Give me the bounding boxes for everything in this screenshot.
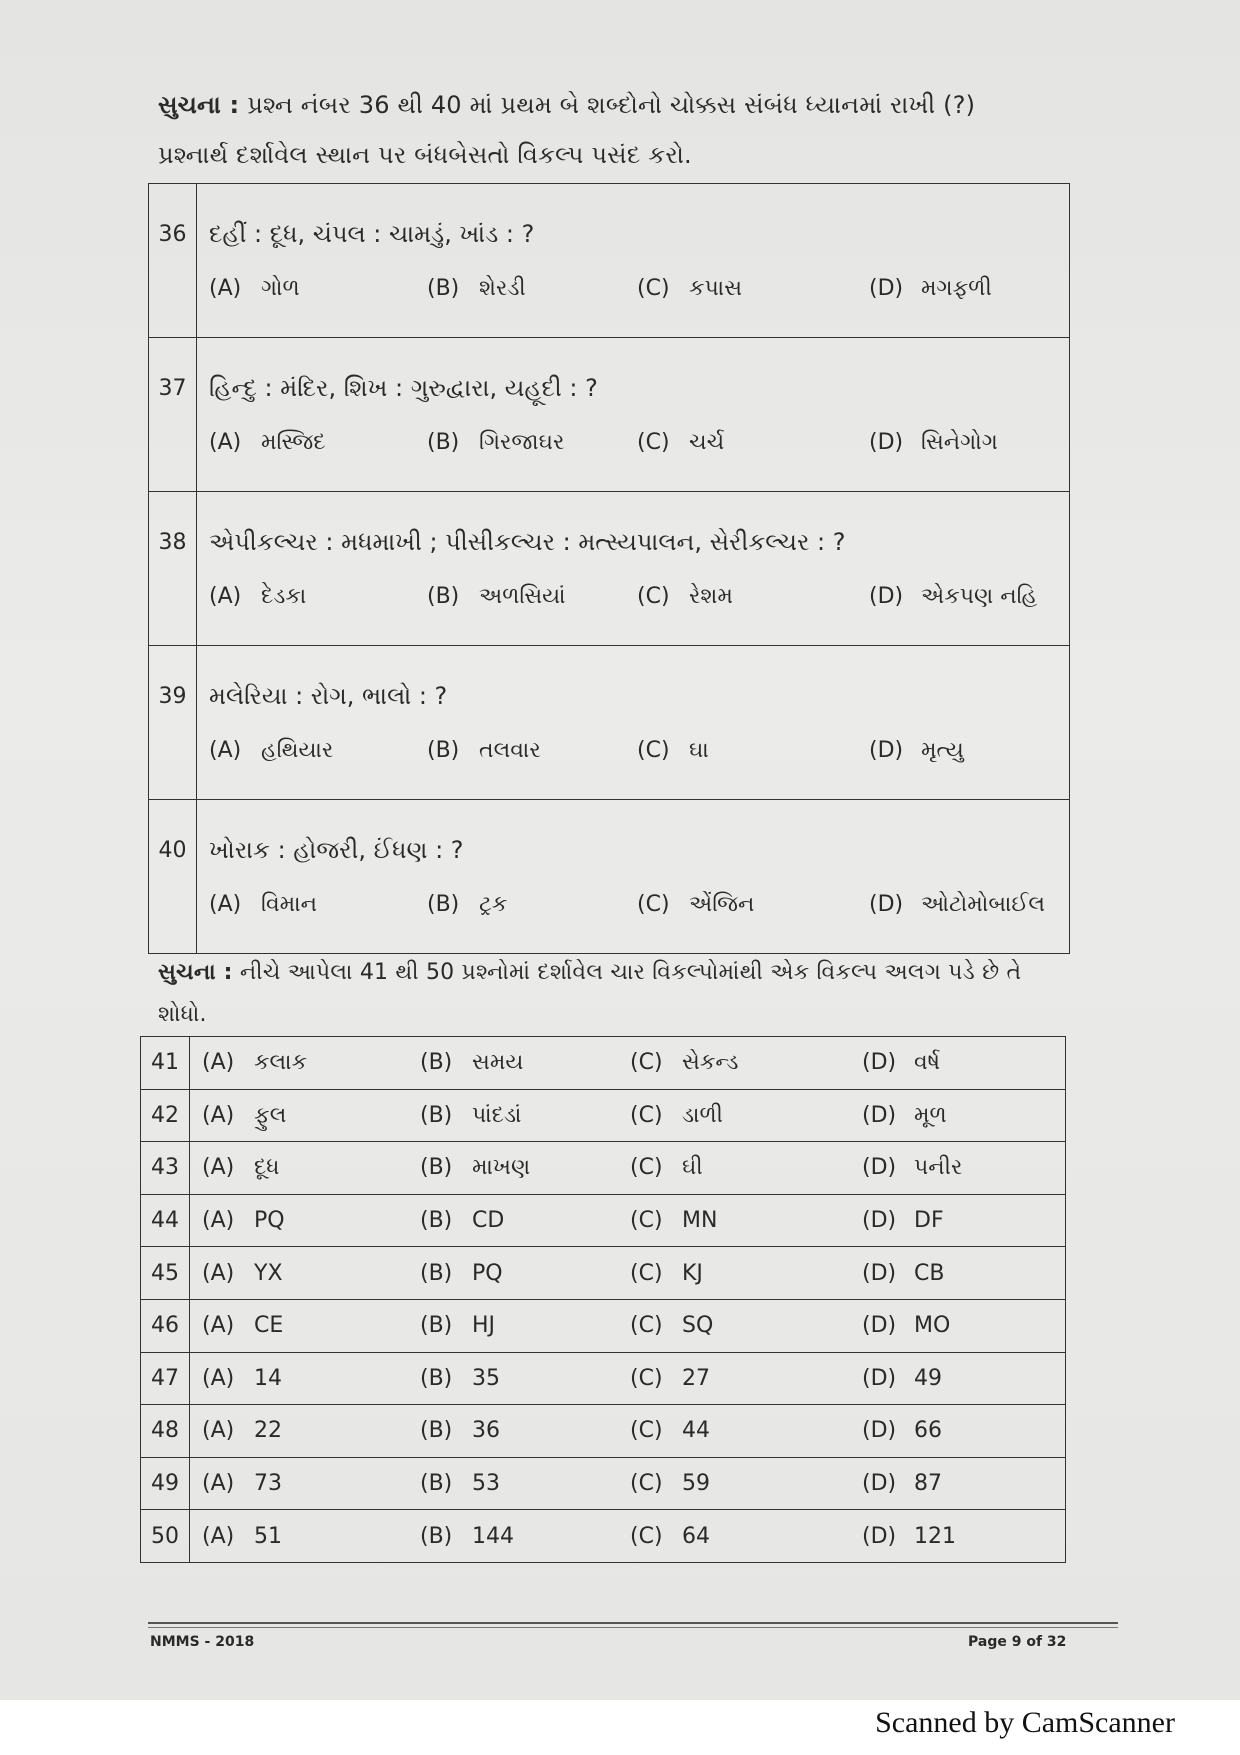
option-text: ચર્ચ bbox=[689, 430, 725, 455]
option-letter: (A) bbox=[202, 1050, 235, 1076]
option-letter: (D) bbox=[862, 1418, 897, 1444]
option-letter: (B) bbox=[420, 1523, 453, 1549]
option-text: મગફળી bbox=[921, 276, 992, 301]
option-letter: (B) bbox=[427, 892, 460, 917]
option-text: કપાસ bbox=[689, 276, 743, 301]
option[interactable] bbox=[420, 1471, 630, 1496]
option-text: દેડકા bbox=[261, 584, 307, 609]
options-row bbox=[209, 892, 1069, 917]
option-letter: (C) bbox=[630, 1155, 663, 1181]
option-text: 121 bbox=[914, 1523, 956, 1549]
footer-divider bbox=[148, 1627, 1118, 1628]
question-row bbox=[141, 1142, 1066, 1195]
option-letter: (D) bbox=[862, 1523, 897, 1549]
question-number: 43 bbox=[141, 1142, 190, 1195]
option-letter: (B) bbox=[420, 1313, 453, 1339]
options-row bbox=[209, 584, 1069, 609]
question-number: 39 bbox=[149, 646, 197, 800]
option[interactable] bbox=[862, 1418, 1062, 1443]
option-text: અળસિયાં bbox=[479, 584, 566, 609]
option[interactable] bbox=[202, 1471, 420, 1496]
option-text: CB bbox=[914, 1260, 945, 1286]
option-letter: (D) bbox=[869, 584, 904, 609]
question-body bbox=[190, 1299, 1066, 1352]
option-text: ઘી bbox=[682, 1155, 703, 1181]
instruction-line: પ્રશ્નાર્થ દર્શાવેલ સ્થાન પર બંધબેસતો વિકલ્પ પસંદ કરો. bbox=[158, 141, 692, 169]
option-letter: (C) bbox=[630, 1260, 663, 1286]
option[interactable] bbox=[420, 1366, 630, 1391]
question-row bbox=[141, 1247, 1066, 1300]
option-text: 144 bbox=[472, 1523, 514, 1549]
option[interactable] bbox=[862, 1050, 1062, 1075]
question-body bbox=[190, 1352, 1066, 1405]
question-row bbox=[149, 646, 1070, 800]
option[interactable] bbox=[862, 1155, 1062, 1180]
option-letter: (A) bbox=[209, 584, 242, 609]
option-letter: (D) bbox=[862, 1471, 897, 1497]
option[interactable] bbox=[630, 1366, 862, 1391]
option-letter: (C) bbox=[630, 1523, 663, 1549]
option-text: PQ bbox=[472, 1260, 503, 1286]
option-letter: (D) bbox=[862, 1155, 897, 1181]
option-letter: (C) bbox=[630, 1313, 663, 1339]
analogy-question-table bbox=[148, 183, 1070, 954]
option-letter: (C) bbox=[637, 430, 670, 455]
question-body bbox=[197, 800, 1070, 954]
question-text: એપીકલ્ચર : મધમાખી ; પીસીકલ્ચર : મત્સ્યપાલન, સેરીકલ્ચર : ? bbox=[209, 528, 846, 556]
question-number: 37 bbox=[149, 338, 197, 492]
question-body bbox=[190, 1037, 1066, 1090]
question-number: 50 bbox=[141, 1510, 190, 1563]
option-text: ફુલ bbox=[254, 1102, 287, 1128]
option-text: એંજિન bbox=[689, 892, 755, 917]
question-text: ખોરાક : હોજરી, ઈંધણ : ? bbox=[209, 836, 464, 864]
option[interactable] bbox=[420, 1313, 630, 1338]
question-body bbox=[190, 1457, 1066, 1510]
options-row bbox=[202, 1366, 1065, 1391]
option[interactable] bbox=[420, 1103, 630, 1128]
options-row bbox=[202, 1524, 1065, 1549]
question-row bbox=[141, 1352, 1066, 1405]
footer-divider bbox=[148, 1622, 1118, 1624]
option-text: 51 bbox=[254, 1523, 282, 1549]
option[interactable] bbox=[869, 584, 1069, 609]
options-row bbox=[202, 1313, 1065, 1338]
option-text: તલવાર bbox=[479, 738, 541, 763]
question-number: 38 bbox=[149, 492, 197, 646]
option[interactable] bbox=[869, 738, 1069, 763]
odd-one-out-table bbox=[140, 1036, 1066, 1563]
option[interactable] bbox=[202, 1155, 420, 1180]
question-body bbox=[190, 1247, 1066, 1300]
option-text: એકપણ નહિ bbox=[921, 584, 1038, 609]
option[interactable] bbox=[427, 892, 637, 917]
option[interactable] bbox=[637, 430, 869, 455]
option[interactable] bbox=[427, 430, 637, 455]
option[interactable] bbox=[862, 1313, 1062, 1338]
option-text: YX bbox=[254, 1260, 283, 1286]
options-row bbox=[202, 1471, 1065, 1496]
option-letter: (C) bbox=[637, 584, 670, 609]
option-text: રેશમ bbox=[689, 584, 733, 609]
option[interactable] bbox=[862, 1366, 1062, 1391]
option-text: ટ્રક bbox=[479, 892, 508, 917]
option-letter: (A) bbox=[209, 738, 242, 763]
option-text: MO bbox=[914, 1313, 951, 1339]
option-letter: (C) bbox=[630, 1365, 663, 1391]
option-text: દૂધ bbox=[254, 1155, 280, 1181]
question-row bbox=[149, 492, 1070, 646]
option-text: ગોળ bbox=[261, 276, 300, 301]
option-letter: (C) bbox=[630, 1418, 663, 1444]
option[interactable] bbox=[630, 1208, 862, 1233]
option[interactable] bbox=[862, 1524, 1062, 1549]
option-letter: (D) bbox=[869, 276, 904, 301]
option-text: 53 bbox=[472, 1471, 500, 1497]
option-text: સિનેગોગ bbox=[921, 430, 998, 455]
options-row bbox=[202, 1103, 1065, 1128]
question-body bbox=[190, 1510, 1066, 1563]
option[interactable] bbox=[420, 1155, 630, 1180]
option-letter: (A) bbox=[202, 1313, 235, 1339]
option[interactable] bbox=[862, 1261, 1062, 1286]
question-row bbox=[141, 1089, 1066, 1142]
options-row bbox=[202, 1208, 1065, 1233]
options-row bbox=[202, 1418, 1065, 1443]
option-letter: (A) bbox=[202, 1208, 235, 1234]
option-text: ડાળી bbox=[682, 1102, 723, 1128]
option[interactable] bbox=[862, 1471, 1062, 1496]
option[interactable] bbox=[630, 1050, 862, 1075]
option-text: 64 bbox=[682, 1523, 710, 1549]
question-number: 47 bbox=[141, 1352, 190, 1405]
question-row bbox=[149, 800, 1070, 954]
option[interactable] bbox=[637, 276, 869, 301]
option-letter: (C) bbox=[637, 892, 670, 917]
question-row bbox=[149, 338, 1070, 492]
option-letter: (A) bbox=[202, 1365, 235, 1391]
options-row bbox=[209, 276, 1069, 301]
option-letter: (A) bbox=[209, 276, 242, 301]
instruction-label: સુચના : bbox=[158, 91, 240, 119]
option-text: 36 bbox=[472, 1418, 500, 1444]
option-letter: (A) bbox=[202, 1102, 235, 1128]
option[interactable] bbox=[209, 892, 427, 917]
option-text: વિમાન bbox=[261, 892, 317, 917]
option[interactable] bbox=[202, 1103, 420, 1128]
option-text: 66 bbox=[914, 1418, 942, 1444]
option[interactable] bbox=[637, 738, 869, 763]
option-letter: (D) bbox=[869, 738, 904, 763]
option-text: પનીર bbox=[914, 1155, 963, 1181]
instruction-41-50 bbox=[158, 952, 1078, 1036]
option-letter: (D) bbox=[862, 1050, 897, 1076]
question-number: 49 bbox=[141, 1457, 190, 1510]
option-text: 27 bbox=[682, 1365, 710, 1391]
question-body bbox=[197, 184, 1070, 338]
option[interactable] bbox=[427, 276, 637, 301]
option-letter: (A) bbox=[202, 1155, 235, 1181]
instruction-36-40 bbox=[158, 80, 1058, 180]
option-text: ગિરજાઘર bbox=[479, 430, 565, 455]
option-letter: (C) bbox=[637, 738, 670, 763]
option[interactable] bbox=[420, 1261, 630, 1286]
question-number: 41 bbox=[141, 1037, 190, 1090]
option-text: મૂળ bbox=[914, 1102, 947, 1128]
question-row bbox=[141, 1457, 1066, 1510]
option-letter: (D) bbox=[869, 892, 904, 917]
option-text: સેકન્ડ bbox=[682, 1050, 739, 1076]
option-text: KJ bbox=[682, 1260, 703, 1286]
option-text: 87 bbox=[914, 1471, 942, 1497]
option-letter: (C) bbox=[637, 276, 670, 301]
option-text: શેરડી bbox=[479, 276, 526, 301]
option-text: ઘા bbox=[689, 738, 709, 763]
option[interactable] bbox=[630, 1471, 862, 1496]
option-text: વર્ષ bbox=[914, 1050, 941, 1076]
option-text: 22 bbox=[254, 1418, 282, 1444]
option-letter: (A) bbox=[209, 430, 242, 455]
option-text: સમય bbox=[472, 1050, 524, 1076]
scanner-watermark: Scanned by CamScanner bbox=[875, 1706, 1175, 1739]
question-body bbox=[197, 338, 1070, 492]
instruction-line: શોધો. bbox=[158, 1002, 207, 1027]
option-letter: (B) bbox=[420, 1260, 453, 1286]
option[interactable] bbox=[869, 892, 1069, 917]
option-text: 73 bbox=[254, 1471, 282, 1497]
option-letter: (B) bbox=[427, 584, 460, 609]
option-letter: (B) bbox=[420, 1050, 453, 1076]
question-number: 48 bbox=[141, 1405, 190, 1458]
option-letter: (B) bbox=[427, 738, 460, 763]
instruction-label: સુચના : bbox=[158, 960, 233, 985]
question-body bbox=[197, 492, 1070, 646]
option-letter: (A) bbox=[202, 1523, 235, 1549]
option-text: PQ bbox=[254, 1208, 285, 1234]
option[interactable] bbox=[202, 1418, 420, 1443]
question-body bbox=[190, 1405, 1066, 1458]
option[interactable] bbox=[209, 584, 427, 609]
option[interactable] bbox=[869, 430, 1069, 455]
option-letter: (C) bbox=[630, 1208, 663, 1234]
option-text: 49 bbox=[914, 1365, 942, 1391]
question-text: દહીં : દૂધ, ચંપલ : ચામડું, ખાંડ : ? bbox=[209, 220, 535, 248]
option-letter: (D) bbox=[862, 1260, 897, 1286]
option[interactable] bbox=[202, 1050, 420, 1075]
question-body bbox=[190, 1194, 1066, 1247]
option[interactable] bbox=[202, 1313, 420, 1338]
option[interactable] bbox=[202, 1208, 420, 1233]
option-letter: (A) bbox=[202, 1471, 235, 1497]
option[interactable] bbox=[420, 1208, 630, 1233]
instruction-line: પ્રશ્ન નંબર 36 થી 40 માં પ્રથમ બે શબ્દોનો ચોક્કસ સંબંધ ધ્યાનમાં રાખી (?) bbox=[247, 91, 976, 119]
option[interactable] bbox=[209, 430, 427, 455]
option[interactable] bbox=[209, 738, 427, 763]
option-text: DF bbox=[914, 1208, 944, 1234]
question-number: 45 bbox=[141, 1247, 190, 1300]
option-letter: (B) bbox=[420, 1365, 453, 1391]
question-text: હિન્દુ : મંદિર, શિખ : ગુરુદ્વારા, યહૂદી : ? bbox=[209, 374, 598, 402]
question-number: 42 bbox=[141, 1089, 190, 1142]
option[interactable] bbox=[630, 1155, 862, 1180]
option-text: ઓટોમોબાઈલ bbox=[921, 892, 1045, 917]
question-row bbox=[141, 1194, 1066, 1247]
options-row bbox=[209, 430, 1069, 455]
option-letter: (B) bbox=[427, 430, 460, 455]
options-row bbox=[202, 1050, 1065, 1075]
option[interactable] bbox=[420, 1524, 630, 1549]
option-letter: (A) bbox=[209, 892, 242, 917]
question-number: 40 bbox=[149, 800, 197, 954]
options-row bbox=[202, 1261, 1065, 1286]
question-number: 44 bbox=[141, 1194, 190, 1247]
question-body bbox=[190, 1142, 1066, 1195]
option-letter: (C) bbox=[630, 1102, 663, 1128]
question-row bbox=[141, 1405, 1066, 1458]
question-body bbox=[197, 646, 1070, 800]
option-text: MN bbox=[682, 1208, 718, 1234]
option-letter: (D) bbox=[869, 430, 904, 455]
option-text: HJ bbox=[472, 1313, 496, 1339]
option[interactable] bbox=[427, 738, 637, 763]
option[interactable] bbox=[637, 892, 869, 917]
page-number: Page 9 of 32 bbox=[968, 1634, 1067, 1650]
option[interactable] bbox=[630, 1313, 862, 1338]
option-text: માખણ bbox=[472, 1155, 531, 1181]
option-text: કલાક bbox=[254, 1050, 308, 1076]
option-letter: (A) bbox=[202, 1418, 235, 1444]
exam-name: NMMS - 2018 bbox=[150, 1634, 255, 1650]
question-row bbox=[149, 184, 1070, 338]
options-row bbox=[209, 738, 1069, 763]
option-letter: (D) bbox=[862, 1313, 897, 1339]
option-text: મૃત્યુ bbox=[921, 738, 964, 763]
instruction-line: નીચે આપેલા 41 થી 50 પ્રશ્નોમાં દર્શાવેલ ચાર વિકલ્પોમાંથી એક વિકલ્પ અલગ પડે છે તે bbox=[239, 960, 1022, 985]
option-letter: (B) bbox=[427, 276, 460, 301]
question-text: મલેરિયા : રોગ, ભાલો : ? bbox=[209, 682, 448, 710]
question-row bbox=[141, 1510, 1066, 1563]
option-text: CE bbox=[254, 1313, 284, 1339]
option-text: 14 bbox=[254, 1365, 282, 1391]
option-text: CD bbox=[472, 1208, 505, 1234]
question-row bbox=[141, 1037, 1066, 1090]
option-letter: (D) bbox=[862, 1208, 897, 1234]
option-letter: (C) bbox=[630, 1471, 663, 1497]
option[interactable] bbox=[630, 1418, 862, 1443]
options-row bbox=[202, 1155, 1065, 1180]
option[interactable] bbox=[202, 1524, 420, 1549]
question-body bbox=[190, 1089, 1066, 1142]
option[interactable] bbox=[869, 276, 1069, 301]
option-text: મસ્જિદ bbox=[261, 430, 326, 455]
option-letter: (B) bbox=[420, 1471, 453, 1497]
option-text: હથિયાર bbox=[261, 738, 334, 763]
option[interactable] bbox=[202, 1366, 420, 1391]
option-letter: (B) bbox=[420, 1102, 453, 1128]
option[interactable] bbox=[862, 1103, 1062, 1128]
option-letter: (B) bbox=[420, 1208, 453, 1234]
option-text: 44 bbox=[682, 1418, 710, 1444]
option-text: પાંદડાં bbox=[472, 1102, 522, 1128]
option[interactable] bbox=[630, 1103, 862, 1128]
option[interactable] bbox=[637, 584, 869, 609]
option-text: SQ bbox=[682, 1313, 714, 1339]
question-number: 36 bbox=[149, 184, 197, 338]
question-number: 46 bbox=[141, 1299, 190, 1352]
option-letter: (C) bbox=[630, 1050, 663, 1076]
option[interactable] bbox=[630, 1524, 862, 1549]
option[interactable] bbox=[420, 1050, 630, 1075]
option-letter: (D) bbox=[862, 1365, 897, 1391]
option[interactable] bbox=[420, 1418, 630, 1443]
option[interactable] bbox=[862, 1208, 1062, 1233]
option-letter: (A) bbox=[202, 1260, 235, 1286]
question-row bbox=[141, 1299, 1066, 1352]
option[interactable] bbox=[630, 1261, 862, 1286]
option[interactable] bbox=[209, 276, 427, 301]
option-letter: (B) bbox=[420, 1418, 453, 1444]
option-text: 35 bbox=[472, 1365, 500, 1391]
option[interactable] bbox=[202, 1261, 420, 1286]
option-text: 59 bbox=[682, 1471, 710, 1497]
option[interactable] bbox=[427, 584, 637, 609]
option-letter: (D) bbox=[862, 1102, 897, 1128]
option-letter: (B) bbox=[420, 1155, 453, 1181]
